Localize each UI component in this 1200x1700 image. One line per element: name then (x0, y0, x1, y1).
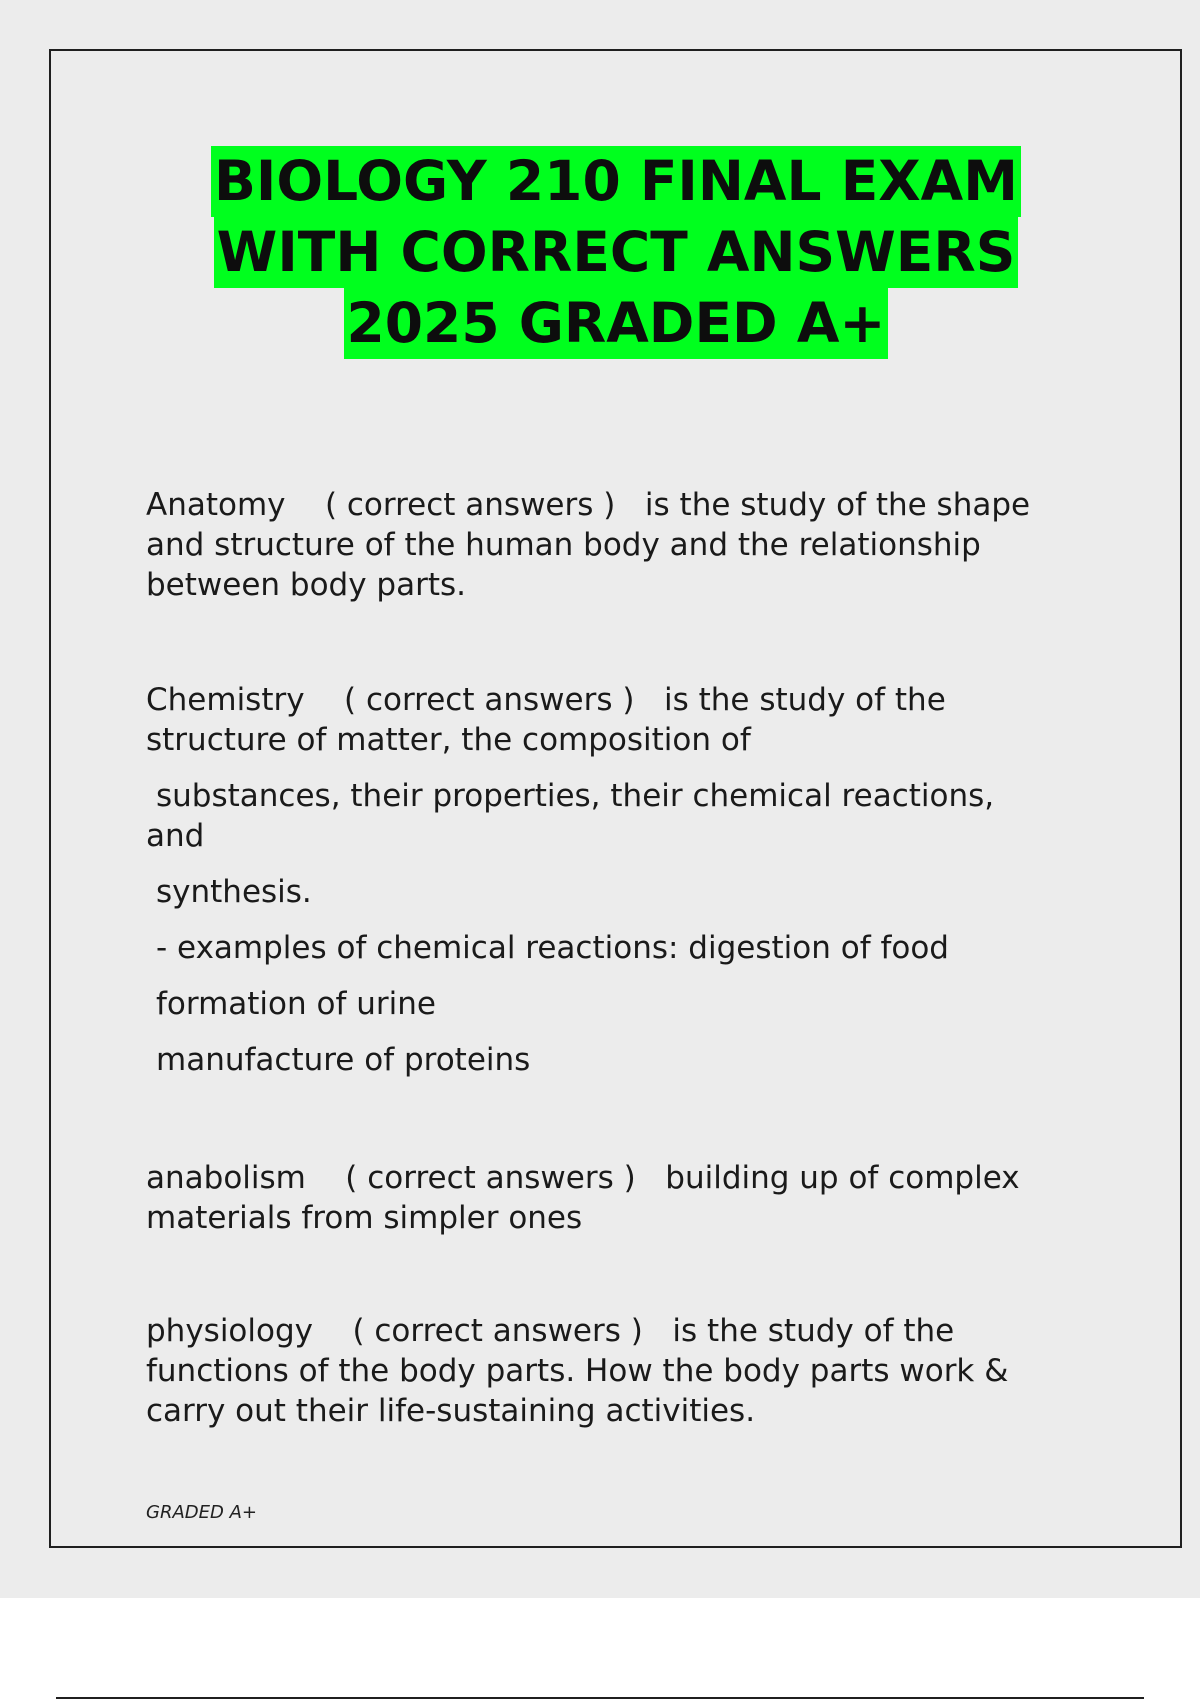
entry-text: substances, their properties, their chemical reactions, (156, 778, 995, 814)
entry-text: and (146, 818, 205, 854)
bottom-rule (56, 1697, 1144, 1699)
answer-marker: ( correct answers ) (352, 1313, 643, 1349)
entry-text: carry out their life-sustaining activities. (146, 1393, 756, 1429)
entry-chemistry (146, 680, 1076, 1080)
entry-text: between body parts. (146, 567, 467, 603)
entry-text: is the study of the shape (644, 487, 1031, 523)
document-title (0, 146, 1200, 359)
entry-text: formation of urine (156, 986, 436, 1022)
entry-text: is the study of the (672, 1313, 955, 1349)
entry-text: structure of matter, the composition of (146, 722, 751, 758)
entry-anabolism (146, 1158, 1076, 1238)
entry-text: - examples of chemical reactions: digestion of food (156, 930, 949, 966)
answer-marker: ( correct answers ) (345, 1160, 636, 1196)
title-line-3: 2025 GRADED A+ (344, 288, 889, 359)
entry-term: anabolism (146, 1160, 306, 1196)
entry-text: and structure of the human body and the relationship (146, 527, 981, 563)
entry-term: Anatomy (146, 487, 286, 523)
entry-text: materials from simpler ones (146, 1200, 583, 1236)
answer-marker: ( correct answers ) (324, 487, 616, 523)
entry-text: functions of the body parts. How the body parts work & (146, 1353, 1009, 1389)
entry-text: building up of complex (665, 1160, 1020, 1196)
entry-text: is the study of the (663, 682, 946, 718)
entry-first-line (146, 1311, 1076, 1351)
entry-term: Chemistry (146, 682, 305, 718)
entry-first-line (146, 680, 1076, 720)
title-line-1: BIOLOGY 210 FINAL EXAM (211, 146, 1021, 217)
entry-text: synthesis. (156, 874, 312, 910)
answer-marker: ( correct answers ) (344, 682, 635, 718)
entry-physiology (146, 1311, 1076, 1431)
entry-anatomy (146, 485, 1076, 605)
title-line-2: WITH CORRECT ANSWERS (214, 217, 1019, 288)
entry-first-line (146, 485, 1076, 525)
entry-term: physiology (146, 1313, 314, 1349)
entry-text: manufacture of proteins (156, 1042, 531, 1078)
entry-first-line (146, 1158, 1076, 1198)
footer-label: GRADED A+ (146, 1502, 257, 1523)
